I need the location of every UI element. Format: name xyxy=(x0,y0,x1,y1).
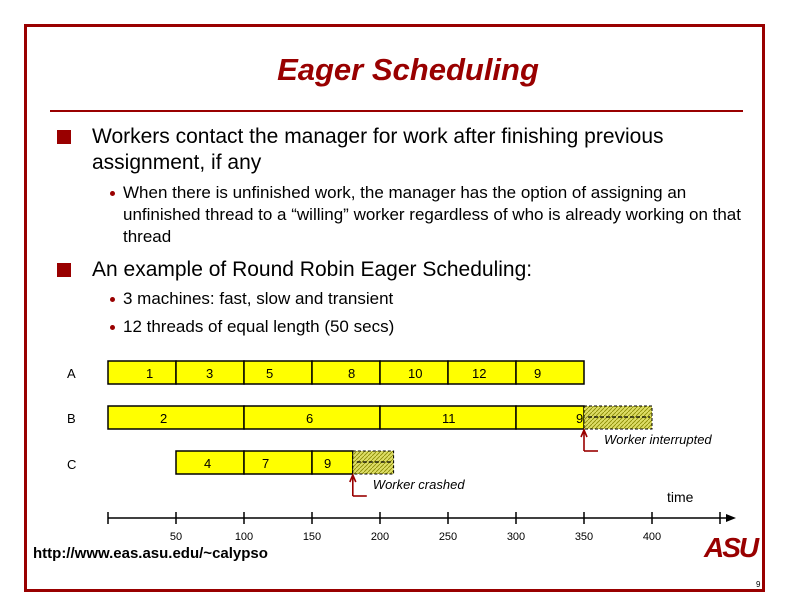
thread-label: 6 xyxy=(306,411,314,426)
thread-segment xyxy=(244,451,312,474)
sub-bullet-unfinished-work: When there is unfinished work, the manager has the option of assigning an unfinished thread to a “willing” worker regardless of who is already working on that thread xyxy=(123,183,741,246)
thread-label: 8 xyxy=(348,366,356,381)
slide-title: Eager Scheduling xyxy=(277,52,539,87)
thread-label: 1 xyxy=(146,366,154,381)
sub-bullet-machines: 3 machines: fast, slow and transient xyxy=(123,289,394,308)
thread-label: 7 xyxy=(262,456,270,471)
axis-tick-label: 50 xyxy=(169,531,183,543)
axis-tick-label: 350 xyxy=(574,531,594,543)
thread-label: 2 xyxy=(160,411,168,426)
thread-label: 9 xyxy=(576,411,584,426)
machine-label-c: C xyxy=(67,457,77,472)
thread-segment xyxy=(516,361,584,384)
thread-label: 9 xyxy=(534,366,542,381)
time-axis-arrow-icon xyxy=(726,514,736,522)
time-axis-label: time xyxy=(667,489,694,505)
thread-segment xyxy=(516,406,584,429)
axis-tick-label: 150 xyxy=(302,531,322,543)
asu-logo: ASU xyxy=(704,532,758,563)
bullet-workers-contact: Workers contact the manager for work after finishing previous assignment, if any xyxy=(92,125,664,174)
thread-label: 3 xyxy=(206,366,214,381)
thread-segment xyxy=(312,361,380,384)
thread-label: 10 xyxy=(408,366,423,381)
machine-label-a: A xyxy=(67,366,76,381)
thread-segment xyxy=(312,451,353,474)
axis-tick-label: 250 xyxy=(438,531,458,543)
sub-bullet-threads: 12 threads of equal length (50 secs) xyxy=(123,317,395,336)
thread-label: 12 xyxy=(472,366,487,381)
thread-segment xyxy=(108,406,244,429)
axis-tick-label: 400 xyxy=(642,531,662,543)
axis-tick-label: 300 xyxy=(506,531,526,543)
thread-segment xyxy=(108,361,176,384)
bullet-round-robin-example: An example of Round Robin Eager Scheduling: xyxy=(92,258,533,281)
interrupted-arrow-icon xyxy=(581,430,587,451)
machine-label-b: B xyxy=(67,411,76,426)
thread-label: 9 xyxy=(324,456,332,471)
worker-crashed-label: Worker crashed xyxy=(372,477,465,492)
thread-label: 11 xyxy=(442,411,456,426)
axis-tick-label: 200 xyxy=(370,531,390,543)
page-number: 9 xyxy=(756,580,761,589)
thread-segment xyxy=(244,361,312,384)
footer-url[interactable]: http://www.eas.asu.edu/~calypso xyxy=(33,545,268,562)
thread-label: 4 xyxy=(204,456,212,471)
crashed-arrow-icon xyxy=(350,475,356,496)
worker-interrupted-label: Worker interrupted xyxy=(604,432,712,447)
axis-tick-label: 100 xyxy=(234,531,254,543)
thread-label: 5 xyxy=(266,366,274,381)
